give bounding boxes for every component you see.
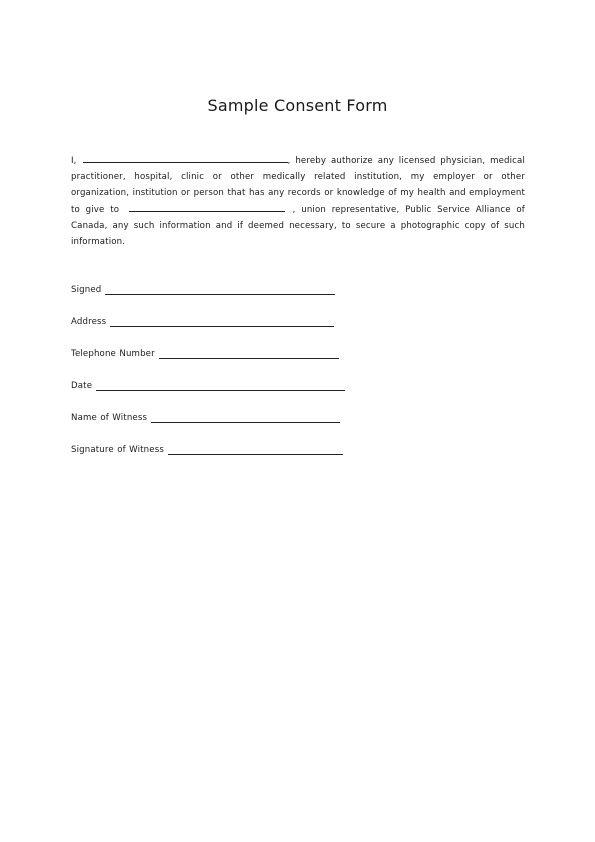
paragraph-part-1: , hereby authorize any licensed physician, medical practitioner, hospital, clinic or other medically related institution, my employer or other organization, institution or person that has any records or knowledge of my health and employment to give to (71, 156, 525, 215)
representative-blank-line[interactable] (129, 202, 285, 212)
date-line[interactable] (96, 382, 345, 391)
telephone-line[interactable] (159, 350, 339, 359)
date-field (71, 380, 345, 392)
address-label: Address (71, 317, 107, 327)
signed-label: Signed (71, 285, 102, 295)
name-blank-line[interactable] (83, 153, 288, 163)
paragraph-part-2: , union representative, Public Service Alliance of Canada, any such information and if deemed necessary, to secure a photographic copy of such information. (71, 204, 525, 248)
signed-line[interactable] (105, 286, 335, 295)
witness-name-label: Name of Witness (71, 413, 148, 423)
page-title: Sample Consent Form (207, 96, 388, 115)
address-line[interactable] (110, 318, 334, 327)
consent-paragraph (71, 153, 525, 250)
telephone-label: Telephone Number (71, 349, 155, 359)
address-field (71, 316, 334, 328)
witness-signature-line[interactable] (168, 446, 343, 455)
date-label: Date (71, 381, 93, 391)
witness-signature-field (71, 444, 343, 456)
witness-name-field (71, 412, 340, 424)
telephone-field (71, 348, 339, 360)
witness-signature-label: Signature of Witness (71, 445, 164, 455)
witness-name-line[interactable] (151, 414, 340, 423)
signed-field (71, 284, 335, 296)
paragraph-intro: I, (71, 156, 77, 166)
